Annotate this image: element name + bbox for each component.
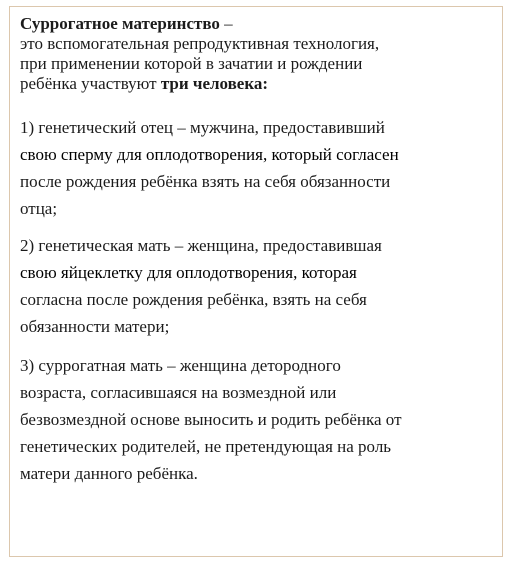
definition-term: Суррогатное материнство — [20, 14, 220, 33]
item-2-line-3: согласна после рождения ребёнка, взять на себя — [20, 290, 367, 309]
item-2-line-2: свою яйцеклетку для оплодотворения, которая — [20, 263, 357, 282]
definition-line-2: при применении которой в зачатии и рождении — [20, 54, 363, 73]
item-3-line-5: матери данного ребёнка. — [20, 464, 198, 483]
definition-line-1: это вспомогательная репродуктивная технология, — [20, 34, 380, 53]
item-2-line-1: 2) генетическая мать – женщина, предоставившая — [20, 236, 382, 255]
list-item-surrogate-mother — [20, 352, 492, 487]
item-3-line-3: безвозмездной основе выносить и родить ребёнка от — [20, 410, 402, 429]
item-1-line-4: отца; — [20, 199, 58, 218]
definition-dash: – — [219, 14, 233, 33]
definition-line-3: ребёнка участвуют — [20, 74, 161, 93]
list-item-genetic-mother — [20, 232, 492, 340]
definition-emphasis: три человека: — [160, 74, 269, 93]
item-3-line-2: возраста, согласившаяся на возмездной или — [20, 383, 337, 402]
definition-intro — [20, 14, 492, 94]
item-3-line-1: 3) суррогатная мать – женщина детородного — [20, 356, 341, 375]
item-1-line-2: свою сперму для оплодотворения, который согласен — [20, 145, 399, 164]
item-1-line-1: 1) генетический отец – мужчина, предоставивший — [20, 118, 385, 137]
item-1-line-3: после рождения ребёнка взять на себя обязанности — [20, 172, 391, 191]
item-2-line-4: обязанности матери; — [20, 317, 170, 336]
info-card — [9, 6, 503, 557]
item-3-line-4: генетических родителей, не претендующая на роль — [20, 437, 392, 456]
list-item-genetic-father — [20, 114, 492, 222]
